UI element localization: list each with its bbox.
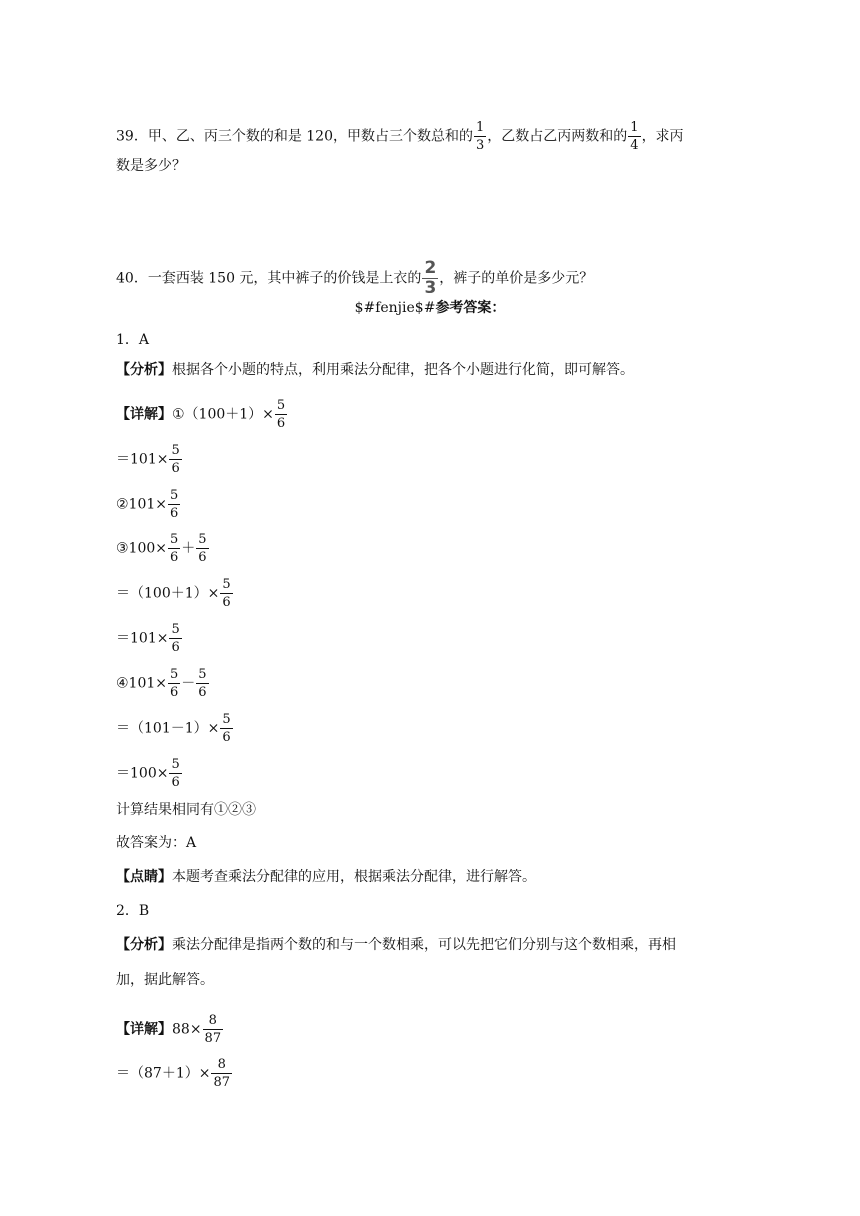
- q39-text-c: ，求丙: [641, 128, 684, 145]
- a1-step-3: ②101× $\frac{5}{6}$: [116, 488, 179, 521]
- q39-fraction-2: $\frac{1}{4}$: [630, 120, 639, 153]
- q40-text-b: ，裤子的单价是多少元？: [439, 270, 594, 287]
- fraction: $\frac{5}{6}$: [222, 577, 231, 610]
- answer-header: [0, 298, 860, 318]
- a2-analysis-text-2: 加，据此解答。: [116, 972, 214, 988]
- q39-text-a: 39．甲、乙、丙三个数的和是 120，甲数占三个数总和的: [116, 128, 473, 145]
- a1-step-4: ③100× $\frac{5}{6}$ ＋ $\frac{5}{6}$: [116, 532, 207, 565]
- a2-step-2: ＝（87＋1）× $\frac{8}{87}$: [116, 1057, 230, 1090]
- a1-analysis: [116, 360, 634, 380]
- fraction: $\frac{5}{6}$: [171, 443, 180, 476]
- a1-comment-tag: 【点睛】: [116, 869, 172, 885]
- a1-step-8: ＝（101－1）× $\frac{5}{6}$: [116, 712, 231, 745]
- answer-header-prefix: $#fenjie$#: [354, 300, 436, 316]
- q39-line1: [116, 120, 684, 153]
- fraction: $\frac{5}{6}$: [222, 712, 231, 745]
- a1-step-9: ＝100× $\frac{5}{6}$: [116, 757, 180, 790]
- a1-analysis-tag: 【分析】: [116, 362, 172, 378]
- fraction: $\frac{5}{6}$: [170, 488, 179, 521]
- a1-answer: 故答案为：A: [116, 835, 197, 851]
- fraction: $\frac{8}{87}$: [204, 1013, 222, 1046]
- q39-text-b: ，乙数占乙丙两数和的: [487, 128, 628, 145]
- fraction: $\frac{5}{6}$: [170, 667, 179, 700]
- a1-analysis-text: 根据各个小题的特点，利用乘法分配律，把各个小题进行化简，即可解答。: [172, 362, 634, 378]
- a2-analysis-tag: 【分析】: [116, 937, 172, 953]
- q40-line: [116, 260, 593, 297]
- fraction: $\frac{8}{87}$: [213, 1057, 230, 1090]
- fraction: $\frac{5}{6}$: [276, 398, 286, 431]
- q40-text-a: 40．一套西装 150 元，其中裤子的价钱是上衣的: [116, 270, 422, 287]
- a2-analysis-text-1: 乘法分配律是指两个数的和与一个数相乘，可以先把它们分别与这个数相乘，再相: [172, 937, 676, 953]
- a1-step-6: ＝101× $\frac{5}{6}$: [116, 622, 180, 655]
- a1-same-result: 计算结果相同有①②③: [116, 802, 256, 818]
- fraction: $\frac{5}{6}$: [198, 667, 207, 700]
- a1-label: 1．A: [116, 332, 150, 348]
- a1-step-7: ④101× $\frac{5}{6}$ － $\frac{5}{6}$: [116, 667, 207, 700]
- fraction: $\frac{5}{6}$: [171, 622, 180, 655]
- a2-analysis: [116, 935, 676, 955]
- a1-comment: [116, 867, 536, 887]
- a2-detail-tag: 【详解】: [116, 1021, 172, 1038]
- q40-fraction-image: $\frac{2}{3}$: [424, 258, 437, 298]
- a1-step-2: ＝101× $\frac{5}{6}$: [116, 443, 180, 476]
- a1-comment-text: 本题考查乘法分配律的应用，根据乘法分配律，进行解答。: [172, 869, 536, 885]
- a1-step-1: 【详解】①（100＋1）× $\frac{5}{6}$: [116, 398, 286, 431]
- fraction: $\frac{5}{6}$: [198, 532, 207, 565]
- fraction: $\frac{5}{6}$: [171, 757, 180, 790]
- a2-step-1: 【详解】88× $\frac{8}{87}$: [116, 1013, 222, 1046]
- q39-line2: 数是多少？: [116, 158, 186, 174]
- q39-fraction-1: $\frac{1}{3}$: [476, 120, 485, 153]
- a1-detail-tag: 【详解】: [116, 406, 172, 423]
- a1-step-5: ＝（100＋1）× $\frac{5}{6}$: [116, 577, 231, 610]
- fraction: $\frac{5}{6}$: [170, 532, 179, 565]
- answer-header-title: 参考答案：: [435, 300, 506, 316]
- a2-label: 2．B: [116, 903, 150, 919]
